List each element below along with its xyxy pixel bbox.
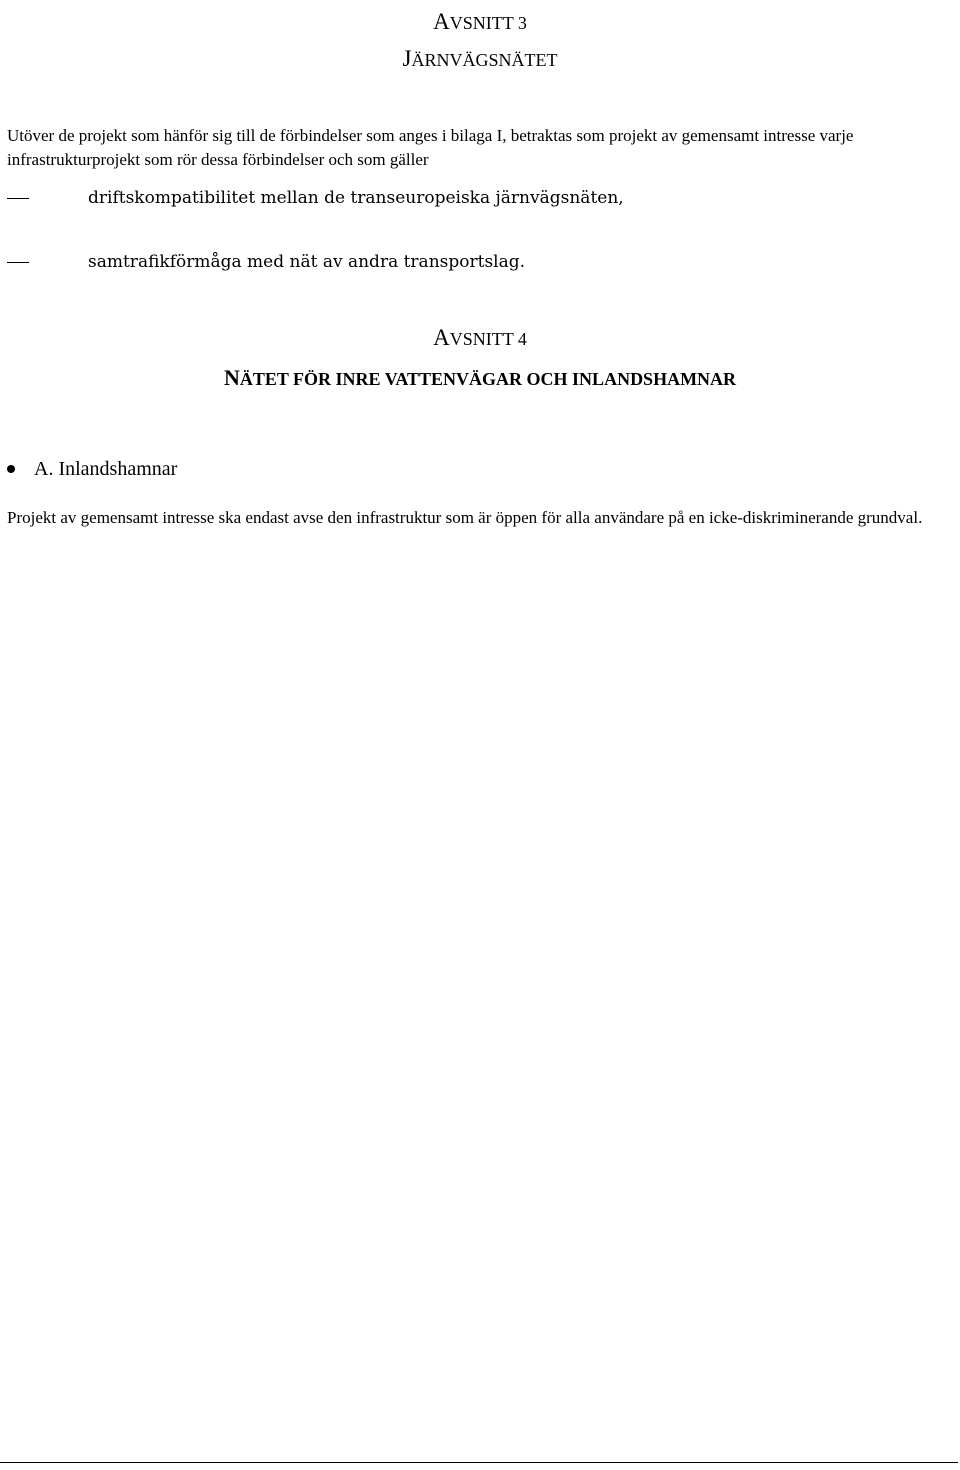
section-4-subtitle-initial: N <box>223 365 240 390</box>
section-4-body-paragraph: Projekt av gemensamt intresse ska endast avse den infrastruktur som är öppen för alla användare på en icke-diskriminerande grundval. <box>7 508 923 527</box>
dash-bullet-icon <box>7 262 29 263</box>
bullet-dot-icon <box>7 465 15 473</box>
section-4-title <box>0 316 960 353</box>
dash-list-item-text: samtrafikförmåga med nät av andra transportslag. <box>88 252 526 272</box>
section-3-title <box>0 0 960 37</box>
section-3-title-rest: VSNITT 3 <box>449 13 527 33</box>
section-4-subtitle-rest: ÄTET FÖR INRE VATTENVÄGAR OCH INLANDSHAMNAR <box>239 369 737 389</box>
dash-list-item-text: driftskompatibilitet mellan de transeuropeiska järnvägsnäten, <box>88 188 624 208</box>
bullet-subheading <box>0 456 960 482</box>
dash-bullet-icon <box>7 198 29 199</box>
section-3-subtitle <box>0 46 960 73</box>
section-4-title-initial: A <box>433 325 450 350</box>
page-bottom-rule <box>0 1462 958 1463</box>
section-4-title-rest: VSNITT 4 <box>449 329 527 349</box>
dash-list-item <box>0 186 960 212</box>
section-3-intro-paragraph: Utöver de projekt som hänför sig till de förbindelser som anges i bilaga I, betraktas som projekt av gemensamt intresse varje infrastrukturprojekt som rör dessa förbindelser och som gäller <box>7 126 854 169</box>
section-4-subtitle <box>0 365 960 391</box>
section-3-title-initial: A <box>433 9 450 34</box>
dash-list-item <box>0 250 960 276</box>
section-3-subtitle-rest: ÄRNVÄGSNÄTET <box>411 50 558 70</box>
subheading-inlandshamnar: A. Inlandshamnar <box>34 458 178 480</box>
section-3-subtitle-initial: J <box>402 46 412 71</box>
